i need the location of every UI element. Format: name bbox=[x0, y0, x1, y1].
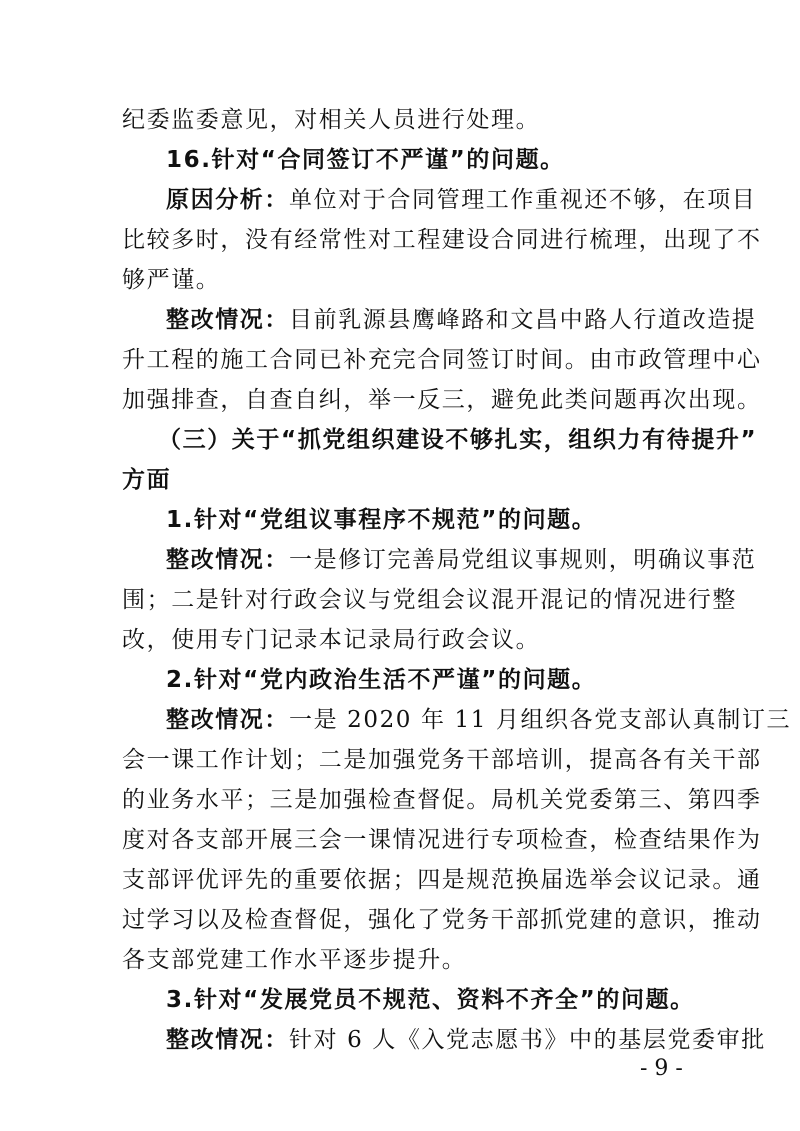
section-heading-2: 2.针对“党内政治生活不严谨”的问题。 bbox=[166, 667, 597, 693]
body-text-line: 加强排查，自查自纠，举一反三，避免此类问题再次出现。 bbox=[122, 387, 762, 413]
body-text: 一是修订完善局党组议事规则，明确议事范 bbox=[289, 547, 757, 573]
body-text-line bbox=[166, 185, 757, 215]
body-text-line: 比较多时，没有经常性对工程建设合同进行梳理，出现了不 bbox=[122, 227, 762, 253]
body-text-line: 升工程的施工合同已补充完合同签订时间。由市政管理中心 bbox=[122, 347, 762, 373]
rectification-label: 整改情况： bbox=[166, 707, 289, 733]
body-text-line bbox=[166, 705, 792, 735]
body-text-line: 的业务水平；三是加强检查督促。局机关党委第三、第四季 bbox=[122, 787, 762, 813]
body-text: 针对 6 人《入党志愿书》中的基层党委审批 bbox=[289, 1027, 766, 1053]
rectification-label: 整改情况： bbox=[166, 547, 289, 573]
section-heading-3-item: 3.针对“发展党员不规范、资料不齐全”的问题。 bbox=[166, 987, 695, 1013]
body-text-line: 改，使用专门记录本记录局行政会议。 bbox=[122, 627, 541, 653]
body-text-line: 围；二是针对行政会议与党组会议混开混记的情况进行整 bbox=[122, 587, 737, 613]
section-heading-16: 16.针对“合同签订不严谨”的问题。 bbox=[166, 147, 565, 173]
rectification-label: 整改情况： bbox=[166, 1027, 289, 1053]
body-text-line: 支部评优评先的重要依据；四是规范换届选举会议记录。通 bbox=[122, 867, 762, 893]
body-text-line: 纪委监委意见，对相关人员进行处理。 bbox=[122, 107, 541, 133]
cause-analysis-label: 原因分析： bbox=[166, 187, 289, 213]
body-text: 目前乳源县鹰峰路和文昌中路人行道改造提 bbox=[289, 307, 757, 333]
section-heading-3-cont: 方面 bbox=[122, 467, 172, 493]
body-text-line bbox=[166, 545, 757, 575]
body-text-line: 各支部党建工作水平逐步提升。 bbox=[122, 947, 467, 973]
body-text-line: 够严谨。 bbox=[122, 267, 221, 293]
section-heading-1: 1.针对“党组议事程序不规范”的问题。 bbox=[166, 507, 597, 533]
rectification-label: 整改情况： bbox=[166, 307, 289, 333]
section-heading-3: （三）关于“抓党组织建设不够扎实，组织力有待提升” bbox=[158, 427, 758, 453]
body-text-line: 会一课工作计划；二是加强党务干部培训，提高各有关干部 bbox=[122, 747, 762, 773]
body-text: 单位对于合同管理工作重视还不够，在项目 bbox=[289, 187, 757, 213]
body-text-line bbox=[166, 305, 757, 335]
body-text-line: 度对各支部开展三会一课情况进行专项检查，检查结果作为 bbox=[122, 827, 762, 853]
body-text-line: 过学习以及检查督促，强化了党务干部抓党建的意识，推动 bbox=[122, 907, 762, 933]
body-text: 一是 2020 年 11 月组织各党支部认真制订三 bbox=[289, 707, 792, 733]
body-text-line bbox=[166, 1025, 766, 1055]
page-number: - 9 - bbox=[640, 1056, 683, 1081]
